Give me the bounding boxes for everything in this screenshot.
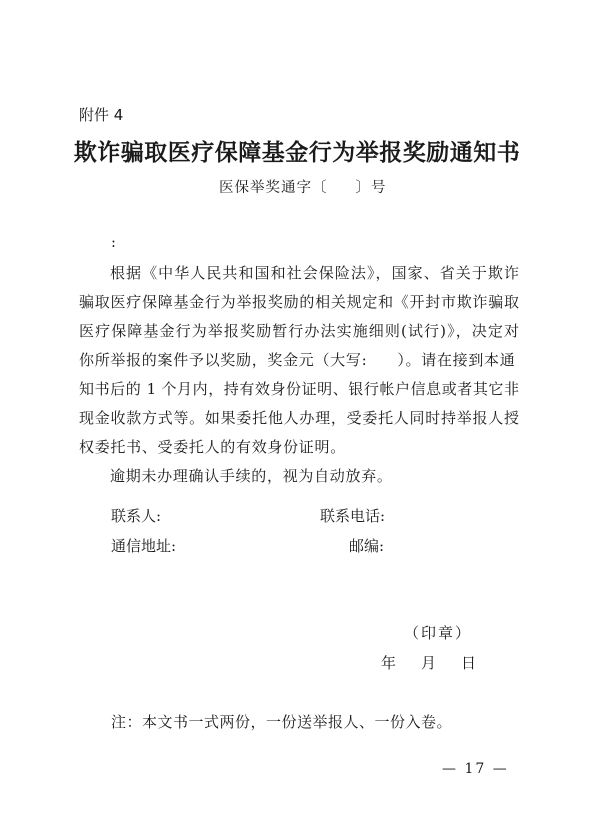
mailing-address-field: 通信地址: xyxy=(111,537,177,555)
date-day: 日 xyxy=(461,654,477,672)
document-title: 欺诈骗取医疗保障基金行为举报奖励通知书 xyxy=(73,139,521,166)
document-number xyxy=(219,176,387,197)
date-year: 年 xyxy=(381,654,397,672)
contact-phone-field: 联系电话: xyxy=(320,507,386,525)
paragraph-line: 知书后的 1 个月内，持有效身份证明、银行帐户信息或者其它非 xyxy=(79,380,519,398)
body-text xyxy=(79,259,519,491)
paragraph-line: 医疗保障基金行为举报奖励暂行办法实施细则(试行)》，决定对 xyxy=(79,322,519,340)
paragraph-2: 逾期未办理确认手续的，视为自动放弃。 xyxy=(110,467,393,485)
paragraph-line: 现金收款方式等。如果委托他人办理，受委托人同时持举报人授 xyxy=(79,409,519,427)
paragraph-line: 根据《中华人民共和国和社会保险法》，国家、省关于欺诈 xyxy=(110,264,519,282)
page-number: — 17 — xyxy=(442,761,509,777)
paragraph-line-award: 你所举报的案件予以奖励，奖金元（大写: ）。请在接到本通 xyxy=(79,351,516,369)
doc-number-suffix: 〕号 xyxy=(355,180,387,196)
paragraph-line: 骗取医疗保障基金行为举报奖励的相关规定和《开封市欺诈骗取 xyxy=(79,293,519,311)
seal-placeholder: （印章） xyxy=(404,624,473,642)
date-month: 月 xyxy=(421,654,437,672)
salutation: : xyxy=(111,235,116,251)
doc-number-prefix: 医保举奖通字〔 xyxy=(219,180,328,196)
contact-person-field: 联系人: xyxy=(111,507,162,525)
footnote: 注：本文书一式两份，一份送举报人、一份入卷。 xyxy=(111,713,453,731)
paragraph-line: 权委托书、受委托人的有效身份证明。 xyxy=(79,438,346,456)
postcode-field: 邮编: xyxy=(349,537,385,555)
attachment-label: 附件 4 xyxy=(79,106,124,124)
